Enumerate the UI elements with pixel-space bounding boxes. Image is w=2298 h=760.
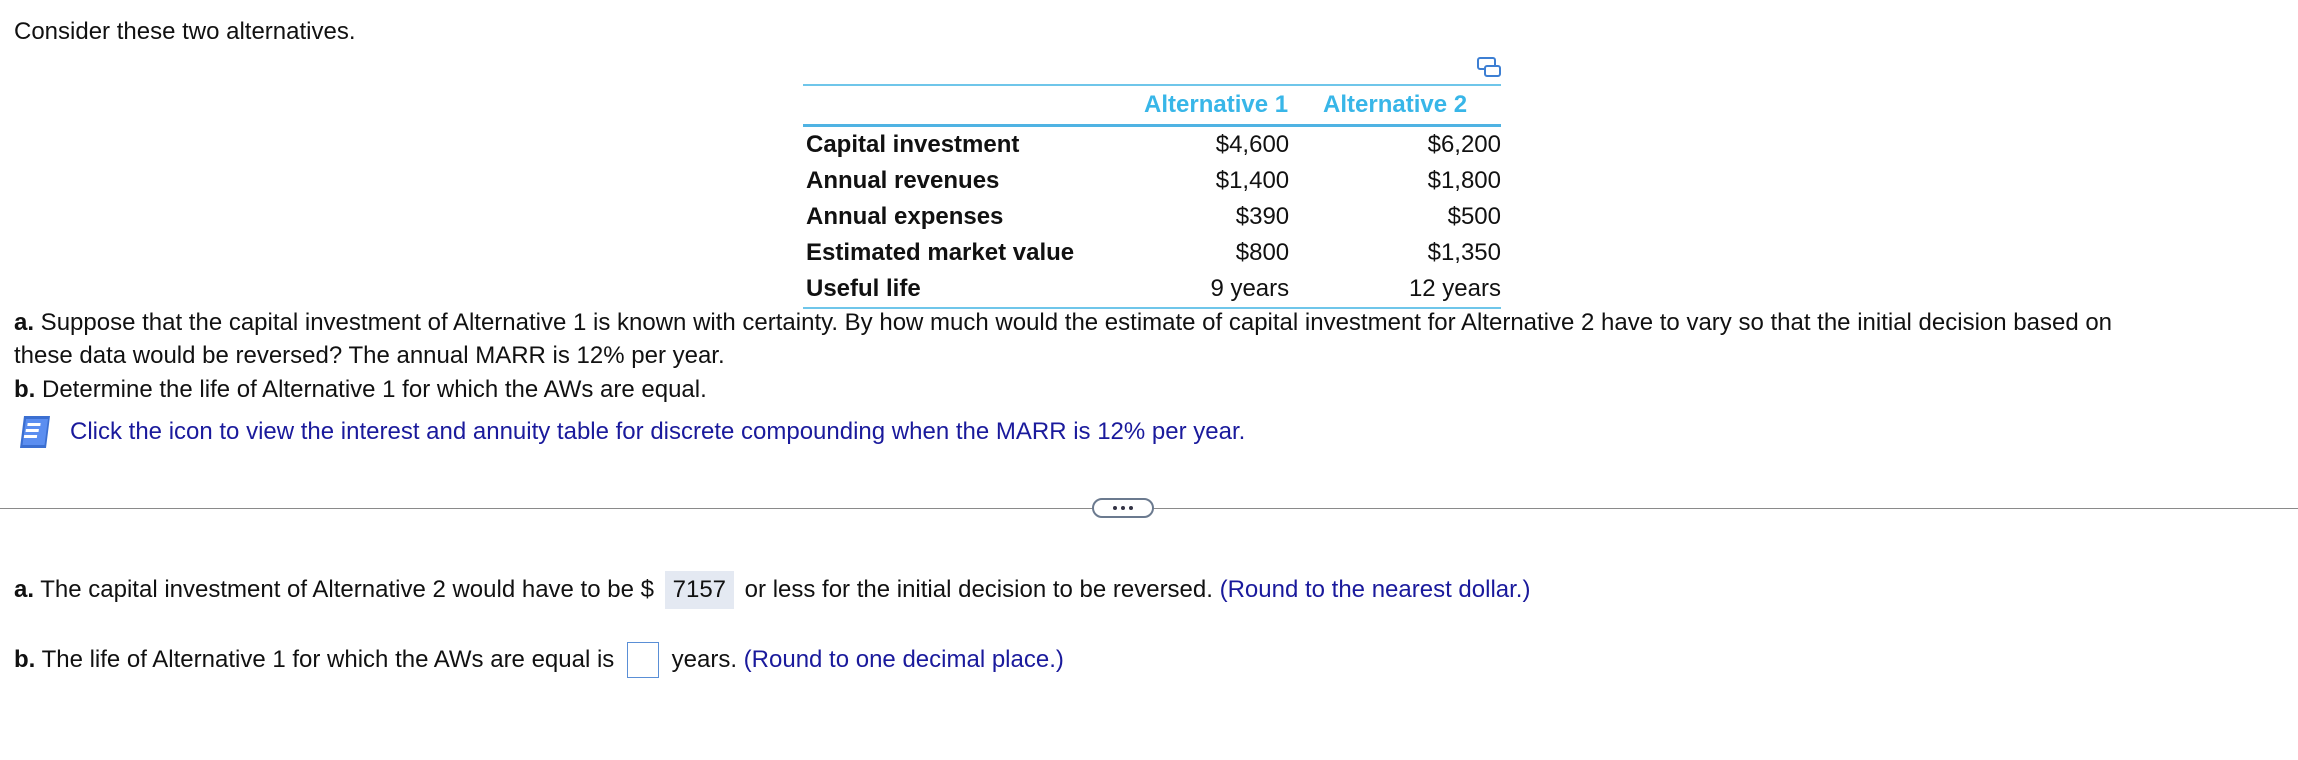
question-a-text: Suppose that the capital investment of Alternative 1 is known with certainty. By how much would the estimate of capital investment for Alternative 2 have to vary so that the initial decision based on	[34, 309, 2113, 336]
table-row	[803, 126, 1501, 164]
interest-table-link-text[interactable]: Click the icon to view the interest and annuity table for discrete compounding when the MARR is 12% per year.	[70, 418, 1246, 445]
intro-text: Consider these two alternatives.	[14, 18, 356, 45]
question-a-line-2: these data would be reversed? The annual MARR is 12% per year.	[14, 342, 725, 369]
alt1-value: $800	[1235, 239, 1290, 266]
more-dots-icon	[1113, 506, 1117, 510]
interest-table-link[interactable]	[16, 412, 1245, 452]
answer-a-hint: (Round to the nearest dollar.)	[1219, 576, 1531, 603]
alt1-value: 9 years	[1210, 275, 1290, 302]
question-b	[14, 373, 707, 406]
table-header-row	[803, 85, 1501, 126]
answer-b-input[interactable]	[627, 642, 659, 678]
answer-a-input[interactable]: 7157	[665, 571, 734, 609]
alt2-value: 12 years	[1408, 275, 1501, 302]
table-row	[803, 235, 1501, 271]
row-label: Estimated market value	[806, 239, 1075, 266]
alt2-value: $1,800	[1427, 167, 1501, 194]
question-b-label: b.	[14, 376, 36, 403]
answer-a-prefix: The capital investment of Alternative 2 would have to be $	[34, 576, 661, 603]
more-dots-button[interactable]	[1092, 498, 1154, 518]
header-alternative-2: Alternative 2	[1323, 91, 1468, 118]
row-label: Useful life	[806, 275, 921, 302]
alt1-value: $4,600	[1215, 131, 1290, 158]
alternatives-table	[803, 84, 1501, 309]
header-empty	[803, 85, 1143, 126]
more-dots-icon	[1121, 506, 1125, 510]
answer-a-label: a.	[14, 576, 35, 603]
answer-a	[14, 570, 1530, 610]
header-alternative-1: Alternative 1	[1144, 91, 1289, 118]
row-label: Annual revenues	[806, 167, 1000, 194]
table-row	[803, 163, 1501, 199]
question-a-line-1	[14, 306, 2112, 339]
question-a-label: a.	[14, 309, 35, 336]
copy-table-icon[interactable]	[1477, 57, 1503, 79]
alt2-value: $6,200	[1427, 131, 1501, 158]
answer-b-prefix: The life of Alternative 1 for which the AWs are equal is	[35, 646, 621, 673]
alt1-value: $390	[1235, 203, 1290, 230]
answer-b-hint: (Round to one decimal place.)	[743, 646, 1064, 673]
answer-b-suffix: years.	[664, 646, 744, 673]
question-b-text: Determine the life of Alternative 1 for which the AWs are equal.	[35, 376, 707, 403]
book-icon[interactable]	[16, 412, 56, 452]
table-row	[803, 199, 1501, 235]
alt1-value: $1,400	[1215, 167, 1290, 194]
more-dots-icon	[1129, 506, 1133, 510]
row-label: Annual expenses	[806, 203, 1004, 230]
answer-b-label: b.	[14, 646, 36, 673]
alt2-value: $500	[1447, 203, 1501, 230]
table-row	[803, 271, 1501, 308]
answer-a-suffix: or less for the initial decision to be reversed.	[738, 576, 1220, 603]
answer-b	[14, 640, 1064, 680]
alt2-value: $1,350	[1427, 239, 1501, 266]
row-label: Capital investment	[806, 131, 1020, 158]
